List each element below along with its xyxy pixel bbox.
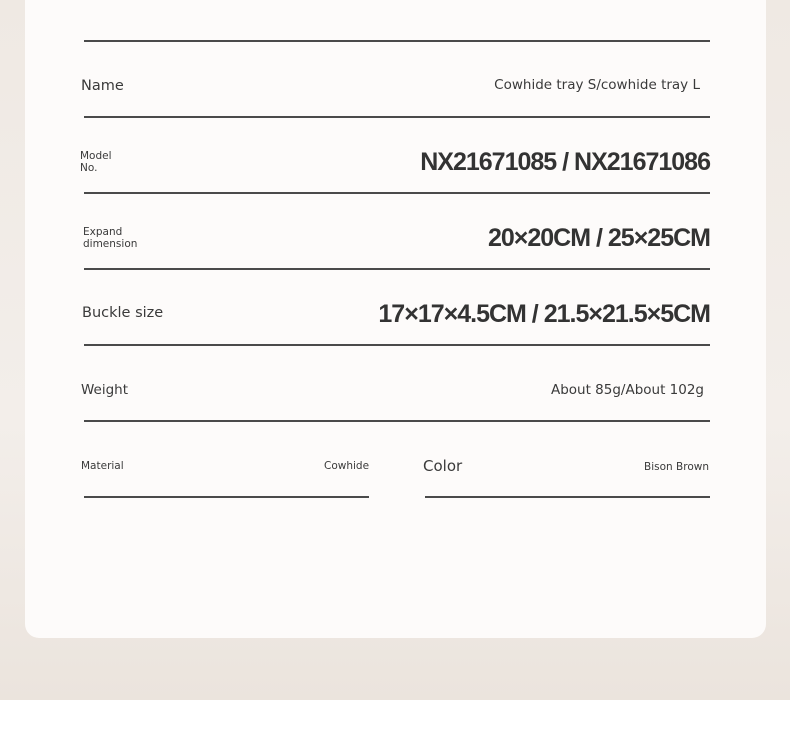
color-value: Bison Brown (644, 461, 709, 473)
weight-value: About 85g/About 102g (550, 382, 704, 398)
name-value: Cowhide tray S/cowhide tray L (494, 77, 700, 93)
divider-name (84, 116, 710, 118)
buckle-value: 17×17×4.5CM / 21.5×21.5×5CM (378, 300, 710, 328)
color-label: Color (423, 457, 463, 475)
divider-material (84, 496, 369, 498)
divider-expand (84, 268, 710, 270)
divider-weight (84, 420, 710, 422)
weight-label: Weight (81, 382, 129, 398)
material-value: Cowhide (324, 460, 370, 472)
expand-label (83, 226, 137, 250)
name-label: Name (81, 78, 124, 94)
divider-color (425, 496, 710, 498)
model-label-line1: Model (80, 150, 112, 162)
divider-model (84, 192, 710, 194)
material-label: Material (81, 460, 124, 472)
divider-buckle (84, 344, 710, 346)
model-value: NX21671085 / NX21671086 (420, 148, 710, 176)
expand-label-line2: dimension (83, 238, 138, 250)
buckle-label: Buckle size (82, 305, 164, 321)
expand-value: 20×20CM / 25×25CM (487, 224, 710, 252)
model-label-line2: No. (80, 162, 98, 174)
page-bottom-strip (0, 700, 790, 740)
divider-top (84, 40, 710, 42)
expand-label-line1: Expand (83, 226, 123, 238)
model-label (80, 150, 112, 174)
